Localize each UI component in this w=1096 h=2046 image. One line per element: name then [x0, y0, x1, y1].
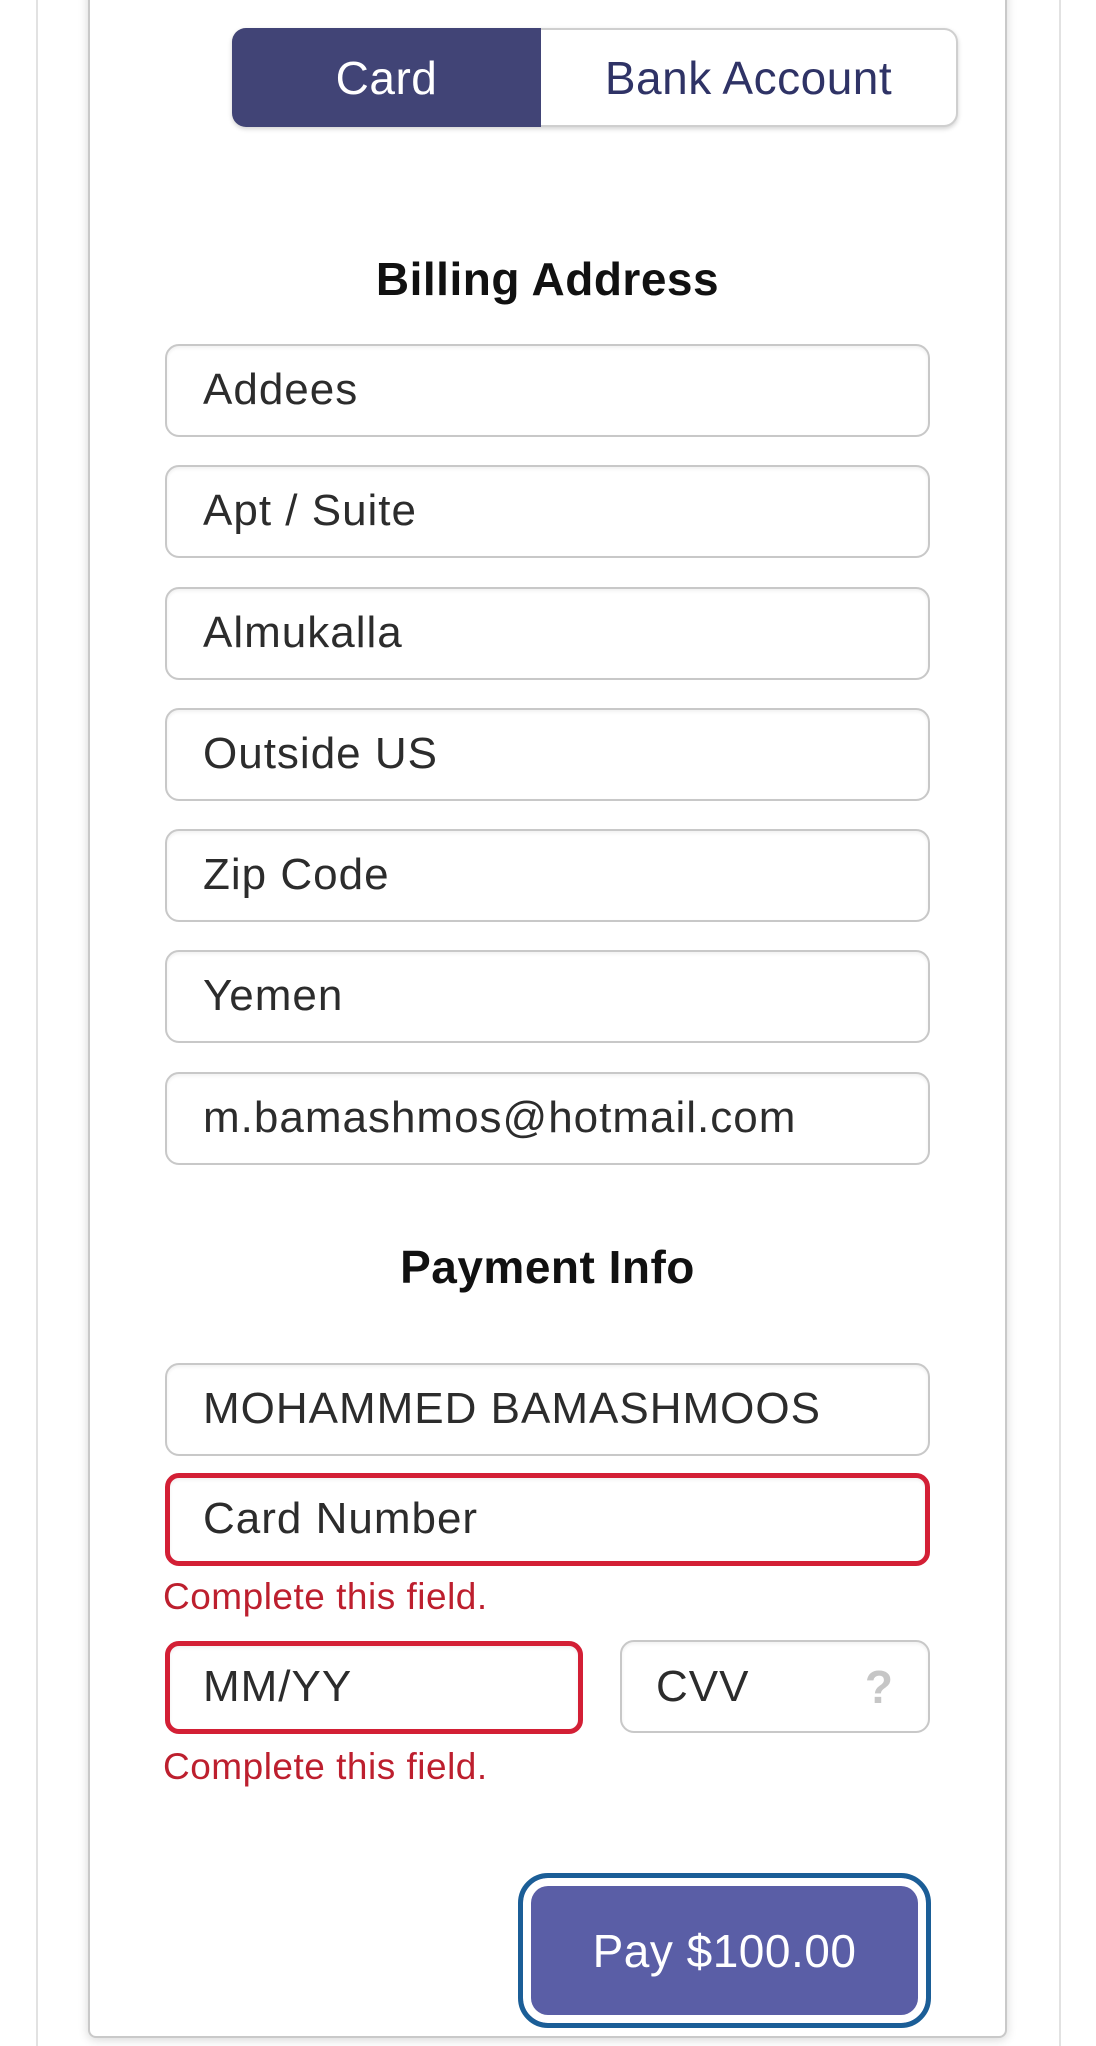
email-input[interactable]: m.bamashmos@hotmail.com — [165, 1072, 930, 1165]
state-input[interactable]: Outside US — [165, 708, 930, 801]
zip-code-input[interactable]: Zip Code — [165, 829, 930, 922]
expiry-error: Complete this field. — [163, 1746, 488, 1787]
payment-method-tabs — [232, 28, 958, 127]
pay-button[interactable]: Pay $100.00 — [518, 1873, 931, 2028]
cvv-placeholder: CVV — [656, 1661, 750, 1711]
country-input[interactable]: Yemen — [165, 950, 930, 1043]
payment-info-heading: Payment Info — [400, 1241, 695, 1293]
city-input[interactable]: Almukalla — [165, 587, 930, 680]
expiry-input[interactable]: MM/YY — [165, 1641, 583, 1734]
cvv-input[interactable] — [620, 1640, 930, 1733]
cardholder-name-input[interactable]: MOHAMMED BAMASHMOOS — [165, 1363, 930, 1456]
street-address-input[interactable]: Addees — [165, 344, 930, 437]
card-number-error: Complete this field. — [163, 1576, 488, 1617]
tab-card[interactable]: Card — [232, 28, 541, 127]
card-number-input[interactable]: Card Number — [165, 1473, 930, 1566]
apt-suite-input[interactable]: Apt / Suite — [165, 465, 930, 558]
tab-bank-account[interactable]: Bank Account — [541, 30, 956, 125]
cvv-help-icon[interactable]: ? — [864, 1660, 894, 1713]
billing-address-heading: Billing Address — [375, 253, 720, 305]
